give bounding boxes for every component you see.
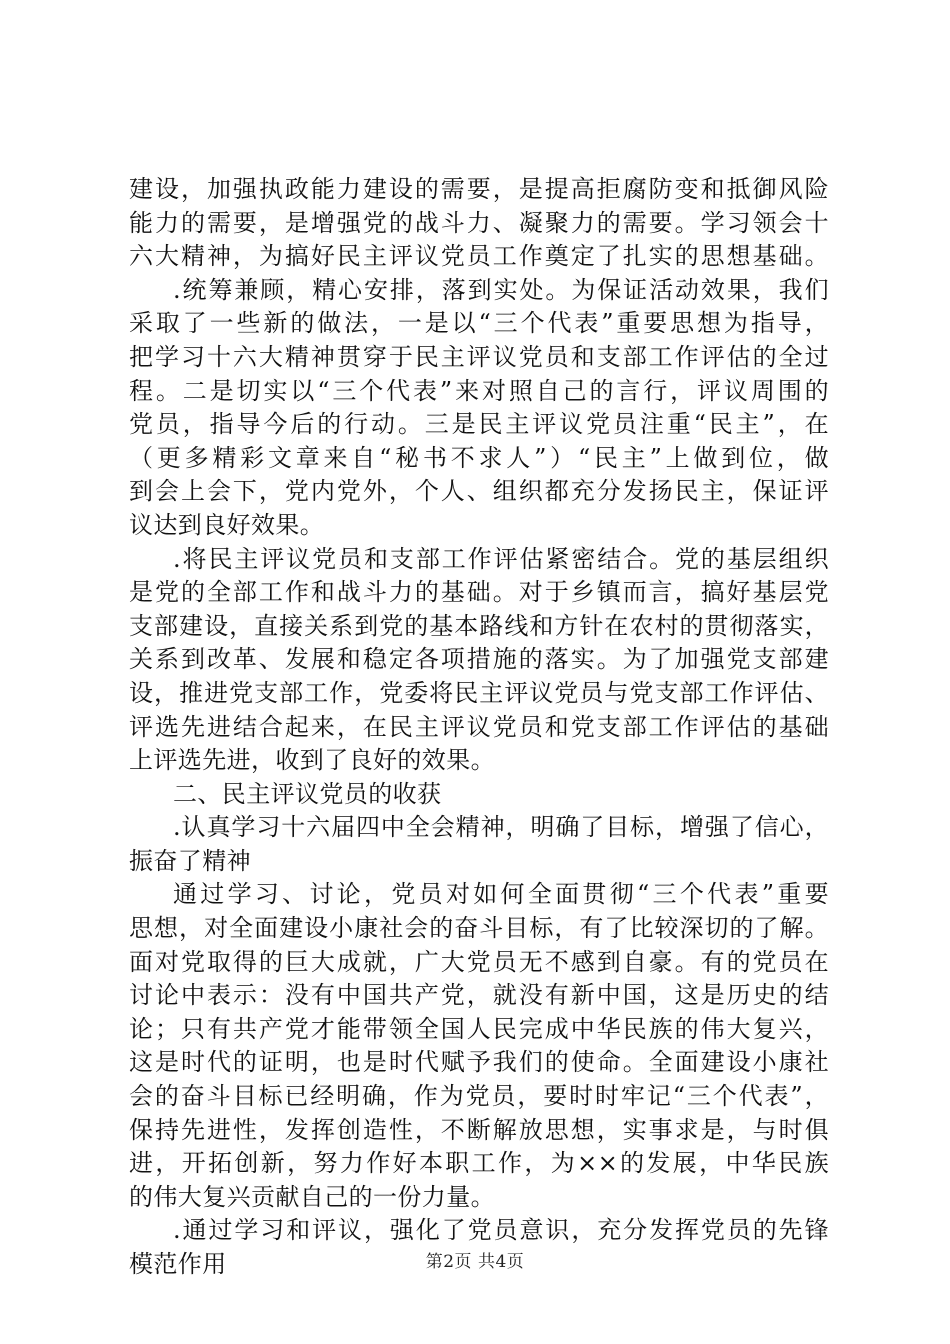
section-heading: 二、民主评议党员的收获 bbox=[173, 779, 442, 808]
text-line: 进，开拓创新，努力作好本职工作，为××的发展，中华民族 bbox=[129, 1149, 829, 1178]
text-line: 讨论中表示：没有中国共产党，就没有新中国，这是历史的结 bbox=[129, 981, 829, 1010]
text-line: 论；只有共产党才能带领全国人民完成中华民族的伟大复兴， bbox=[129, 1014, 829, 1043]
text-line: .通过学习和评议，强化了党员意识，充分发挥党员的先锋 bbox=[173, 1216, 829, 1245]
text-line: 上评选先进，收到了良好的效果。 bbox=[129, 746, 495, 775]
text-line: .将民主评议党员和支部工作评估紧密结合。党的基层组织 bbox=[173, 544, 829, 573]
text-line: 到会上会下，党内党外，个人、组织都充分发扬民主，保证评 bbox=[129, 477, 829, 506]
text-line: 设，推进党支部工作，党委将民主评议党员与党支部工作评估、 bbox=[129, 678, 829, 707]
text-line: 支部建设，直接关系到党的基本路线和方针在农村的贯彻落实， bbox=[129, 611, 829, 640]
text-line: 思想，对全面建设小康社会的奋斗目标，有了比较深切的了解。 bbox=[129, 914, 829, 943]
text-line: 采取了一些新的做法，一是以“三个代表”重要思想为指导， bbox=[129, 309, 829, 338]
text-line: 面对党取得的巨大成就，广大党员无不感到自豪。有的党员在 bbox=[129, 947, 829, 976]
text-line: 能力的需要，是增强党的战斗力、凝聚力的需要。学习领会十 bbox=[129, 208, 829, 237]
text-line: 模范作用 bbox=[129, 1250, 227, 1278]
text-line: 党员，指导今后的行动。三是民主评议党员注重“民主”，在 bbox=[129, 410, 829, 439]
text-line: 这是时代的证明，也是时代赋予我们的使命。全面建设小康社 bbox=[129, 1048, 829, 1077]
text-line: 建设，加强执政能力建设的需要，是提高拒腐防变和抵御风险 bbox=[129, 175, 829, 203]
text-line: （更多精彩文章来自“秘书不求人”）“民主”上做到位，做 bbox=[129, 443, 829, 472]
body-text bbox=[129, 173, 829, 1282]
text-line: 会的奋斗目标已经明确，作为党员，要时时牢记“三个代表”， bbox=[129, 1082, 829, 1111]
text-line: 评选先进结合起来，在民主评议党员和党支部工作评估的基础 bbox=[129, 712, 829, 741]
text-line: 六大精神，为搞好民主评议党员工作奠定了扎实的思想基础。 bbox=[129, 242, 829, 271]
text-line: 保持先进性，发挥创造性，不断解放思想，实事求是，与时俱 bbox=[129, 1115, 829, 1144]
text-line: 的伟大复兴贡献自己的一份力量。 bbox=[129, 1182, 495, 1211]
text-line: 程。二是切实以“三个代表”来对照自己的言行，评议周围的 bbox=[129, 376, 829, 405]
text-line: 把学习十六大精神贯穿于民主评议党员和支部工作评估的全过 bbox=[129, 342, 829, 371]
text-line: .统筹兼顾，精心安排，落到实处。为保证活动效果，我们 bbox=[173, 275, 829, 304]
text-line: 通过学习、讨论，党员对如何全面贯彻“三个代表”重要 bbox=[173, 880, 829, 909]
text-line: 是党的全部工作和战斗力的基础。对于乡镇而言，搞好基层党 bbox=[129, 578, 829, 607]
text-line: 振奋了精神 bbox=[129, 846, 251, 875]
text-line: 议达到良好效果。 bbox=[129, 510, 325, 539]
page-footer: 第2页 共4页 bbox=[425, 1252, 525, 1272]
text-line: 关系到改革、发展和稳定各项措施的落实。为了加强党支部建 bbox=[129, 645, 829, 674]
text-line: .认真学习十六届四中全会精神，明确了目标，增强了信心， bbox=[173, 813, 829, 842]
